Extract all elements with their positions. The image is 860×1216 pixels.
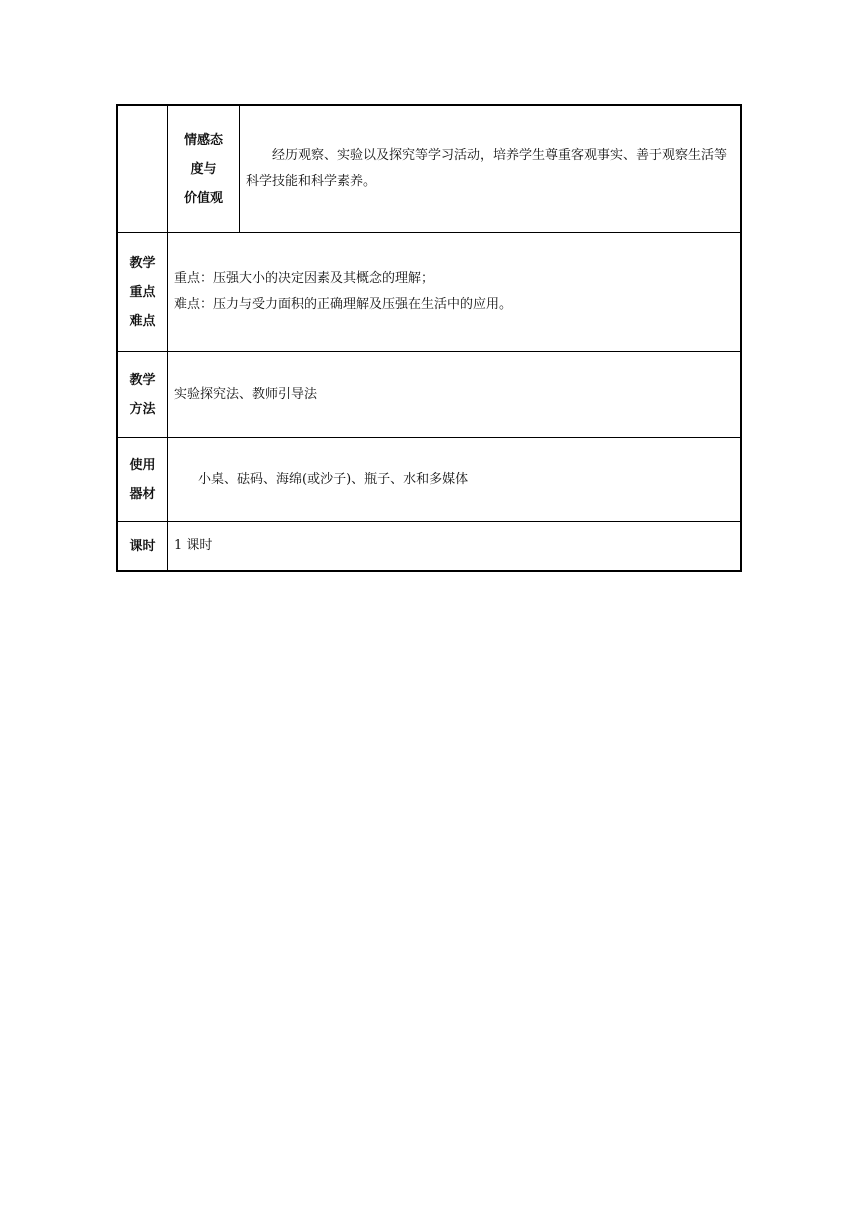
class-periods-label — [118, 522, 168, 570]
key-difficult-points-label — [118, 233, 168, 352]
teaching-method-content — [168, 352, 742, 438]
label-line: 价值观 — [183, 190, 223, 206]
key-difficult-points-content — [168, 233, 742, 352]
label-line: 使用 — [129, 457, 156, 473]
objective-group-cell — [118, 106, 168, 233]
class-periods-text: 1 课时 — [174, 538, 213, 553]
teaching-method-label — [118, 352, 168, 438]
equipment-content — [168, 438, 742, 522]
class-periods-content — [168, 522, 742, 570]
label-line: 教学 — [129, 372, 156, 388]
label-line: 教学 — [129, 255, 156, 271]
key-point-text: 重点：压强大小的决定因素及其概念的理解； — [174, 271, 435, 286]
lesson-plan-table — [116, 104, 742, 572]
difficult-point-text: 难点：压力与受力面积的正确理解及压强在生活中的应用。 — [174, 297, 513, 312]
label-line: 重点 — [129, 284, 156, 300]
equipment-label — [118, 438, 168, 522]
emotion-attitude-values-content — [240, 106, 742, 233]
label-line: 难点 — [129, 313, 156, 329]
equipment-text: 小桌、砝码、海绵(或沙子)、瓶子、水和多媒体 — [198, 471, 469, 487]
label-line: 课时 — [129, 538, 156, 554]
label-line: 度与 — [190, 161, 217, 177]
label-line: 方法 — [129, 401, 156, 417]
emotion-attitude-values-label — [168, 106, 240, 233]
emotion-objective-text: 经历观察、实验以及探究等学习活动，培养学生尊重客观事实、善于观察生活等科学技能和科学素养。 — [246, 148, 728, 189]
teaching-method-text: 实验探究法、教师引导法 — [174, 386, 318, 402]
label-line: 情感态 — [183, 132, 223, 148]
label-line: 器材 — [129, 486, 156, 502]
